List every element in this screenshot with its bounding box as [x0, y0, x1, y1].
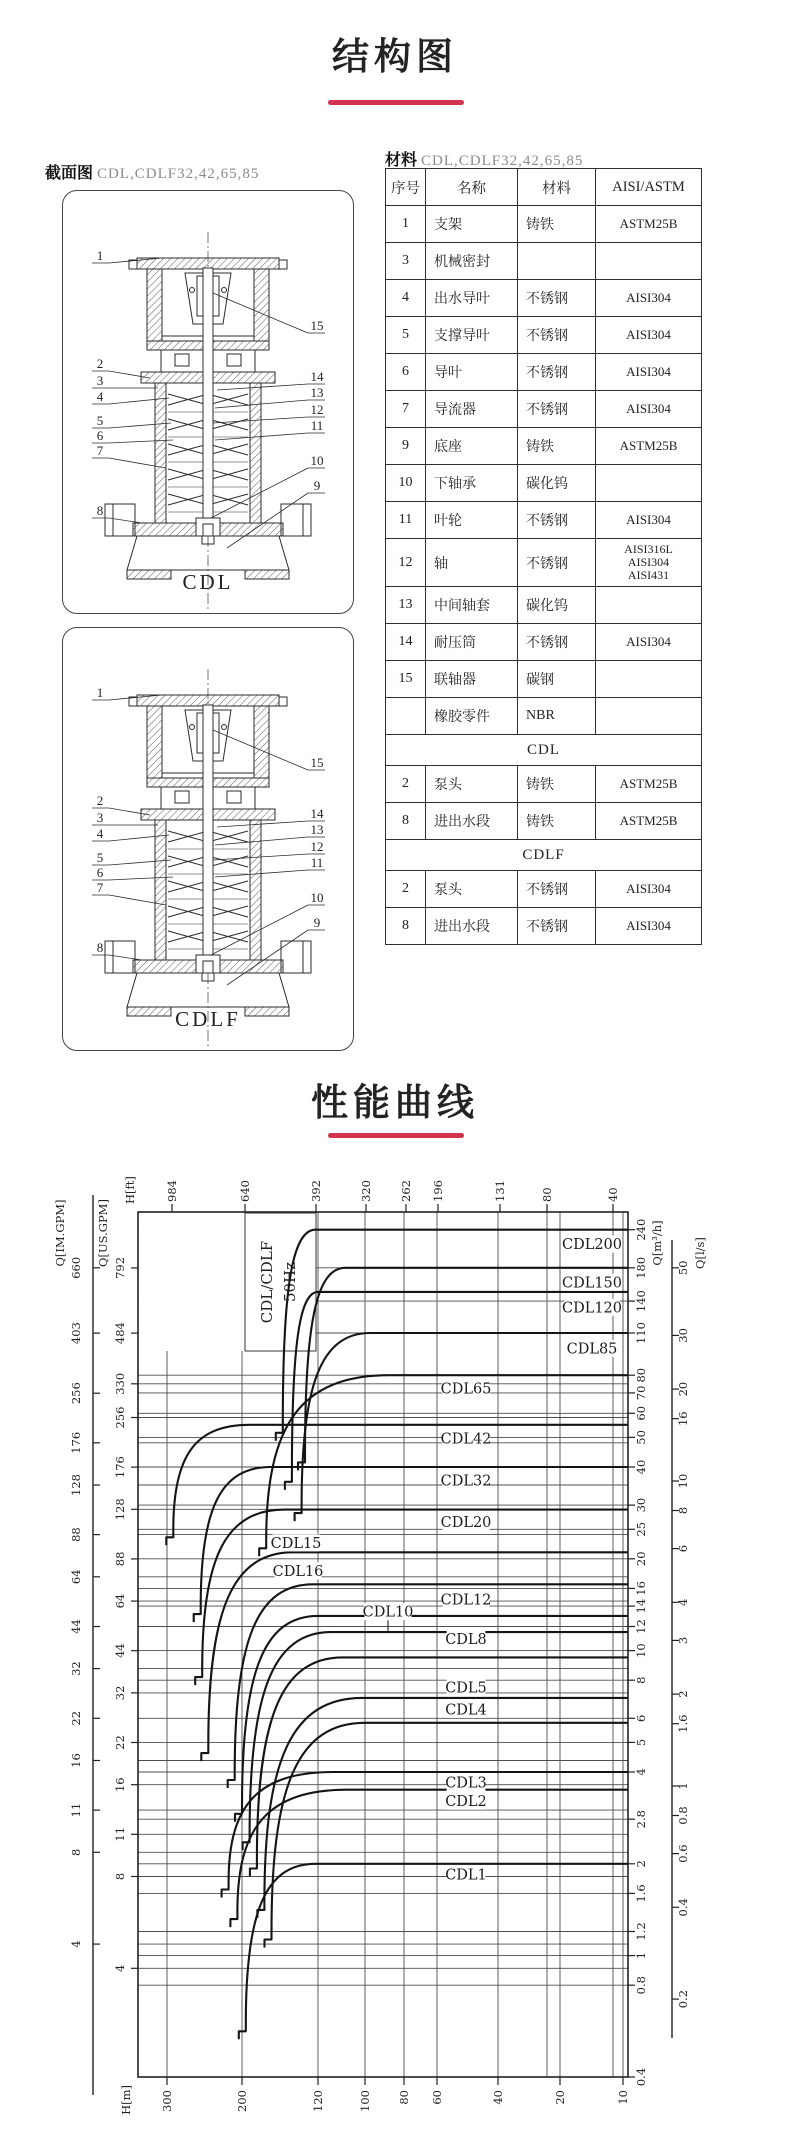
cell-material: 不锈钢	[518, 624, 596, 661]
table-row	[386, 661, 702, 698]
tick-label: 176	[113, 1456, 127, 1479]
cell-name: 机械密封	[426, 243, 518, 280]
cell-no: 2	[386, 871, 426, 908]
curve-label-CDL1: CDL1	[445, 1867, 487, 1884]
cross-section-heading-bold: 截面图	[45, 165, 94, 182]
tick-label: 50	[634, 1430, 648, 1445]
column-header: 序号	[386, 169, 426, 206]
cell-name: 进出水段	[426, 908, 518, 945]
curve-CDL8	[250, 1657, 628, 1876]
column-header: 材料	[518, 169, 596, 206]
cell-material: 不锈钢	[518, 871, 596, 908]
cell-no: 9	[386, 428, 426, 465]
tick-label: 196	[431, 1180, 445, 1202]
tick-label: 11	[69, 1802, 83, 1818]
callout-number: 4	[96, 826, 104, 841]
tick-label: 180	[634, 1256, 648, 1279]
curve-label-CDL3: CDL3	[445, 1775, 487, 1792]
cell-material: 不锈钢	[518, 539, 596, 587]
table-row	[386, 317, 702, 354]
cell-no: 5	[386, 317, 426, 354]
tick-label: 403	[69, 1322, 83, 1345]
cell-aisi	[596, 539, 702, 587]
tick-label: 8	[113, 1872, 127, 1881]
cell-no: 14	[386, 624, 426, 661]
callout-number: 9	[313, 478, 321, 493]
tick-label: 0.2	[676, 1989, 690, 2009]
cross-section-heading-models: CDL,CDLF32,42,65,85	[97, 166, 260, 182]
table-row	[386, 698, 702, 735]
tick-label: 88	[69, 1527, 83, 1542]
pump-drawing	[105, 669, 311, 1047]
callout-number: 3	[96, 810, 104, 825]
tick-label: 4	[113, 1964, 127, 1972]
cell-aisi: AISI304	[596, 624, 702, 661]
chart-title: CDL/CDLF	[258, 1240, 276, 1324]
cell-name: 轴	[426, 539, 518, 587]
tick-label: 32	[69, 1661, 83, 1676]
tick-label: 200	[235, 2090, 249, 2112]
tick-label: 12	[634, 1619, 648, 1634]
table-row	[386, 280, 702, 317]
cell-aisi	[596, 243, 702, 280]
tick-label: 64	[69, 1569, 83, 1585]
cell-name: 支架	[426, 206, 518, 243]
tick-label: 792	[113, 1256, 127, 1279]
tick-label: 4	[634, 1768, 648, 1776]
tick-label: 0.4	[676, 1898, 690, 1917]
cell-no: 12	[386, 539, 426, 587]
cell-aisi: ASTM25B	[596, 766, 702, 803]
cell-material	[518, 243, 596, 280]
table-row	[386, 539, 702, 587]
tick-label: 110	[634, 1322, 648, 1344]
curve-label-CDL150: CDL150	[561, 1275, 623, 1292]
cell-aisi	[596, 661, 702, 698]
tick-label: 80	[540, 1187, 554, 1202]
table-row	[386, 587, 702, 624]
callout-number: 13	[310, 385, 324, 400]
tick-label: 0.6	[676, 1844, 690, 1863]
axis-label-h-ft: H[ft]	[123, 1176, 137, 1204]
callout-number: 7	[96, 443, 104, 458]
callout-number: 1	[96, 248, 104, 263]
curve-CDL4	[265, 1723, 629, 1948]
tick-label: 120	[311, 2090, 325, 2112]
curve-label-CDL5: CDL5	[445, 1680, 487, 1697]
title-underline	[328, 100, 464, 105]
tick-label: 60	[634, 1405, 648, 1421]
tick-label: 2.8	[634, 1810, 648, 1829]
callout-number: 6	[96, 428, 104, 443]
cell-name: 导流器	[426, 391, 518, 428]
callout-number: 7	[96, 880, 104, 895]
cell-no: 4	[386, 280, 426, 317]
tick-label: 320	[359, 1180, 373, 1202]
cell-aisi: AISI304	[596, 502, 702, 539]
pump-cross-section-drawings	[62, 190, 354, 1051]
table-row	[386, 391, 702, 428]
table-row	[386, 206, 702, 243]
callout-number: 10	[310, 890, 324, 905]
materials-heading-models: CDL,CDLF32,42,65,85	[421, 153, 584, 169]
cell-name: 中间轴套	[426, 587, 518, 624]
curve-label-CDL65: CDL65	[440, 1381, 492, 1398]
tick-label: 32	[113, 1685, 127, 1701]
tick-label: 10	[616, 2090, 630, 2105]
table-row	[386, 908, 702, 945]
table-header-row	[386, 169, 702, 206]
tick-label: 60	[430, 2090, 444, 2105]
cell-name: 导叶	[426, 354, 518, 391]
callout-number: 3	[96, 373, 104, 388]
cell-no: 2	[386, 766, 426, 803]
tick-label: 300	[160, 2090, 174, 2112]
cell-name: 支撑导叶	[426, 317, 518, 354]
curve-label-CDL4: CDL4	[445, 1702, 487, 1719]
cell-aisi: AISI304	[596, 280, 702, 317]
tick-label: 330	[113, 1372, 127, 1395]
cell-material: 铸铁	[518, 803, 596, 840]
tick-label: 8	[634, 1676, 648, 1684]
callout-number: 12	[310, 402, 324, 417]
tick-label: 100	[358, 2090, 372, 2112]
axis-label-q-ls: Q[l/s]	[693, 1237, 707, 1269]
cell-aisi: AISI304	[596, 354, 702, 391]
tick-label: 10	[676, 1473, 690, 1489]
tick-label: 0.8	[634, 1976, 648, 1995]
cell-material: 碳化钨	[518, 465, 596, 502]
table-row	[386, 428, 702, 465]
callout-number: 12	[310, 839, 324, 854]
performance-chart	[0, 1148, 790, 2136]
curve-label-CDL20: CDL20	[440, 1515, 492, 1532]
cell-name: 下轴承	[426, 465, 518, 502]
callout-number: 13	[310, 822, 324, 837]
tick-label: 128	[69, 1474, 83, 1496]
cell-no: 11	[386, 502, 426, 539]
table-group-row	[386, 735, 702, 766]
callout-number: 11	[310, 855, 324, 870]
callout-number: 2	[96, 356, 104, 371]
tick-label: 640	[238, 1180, 252, 1202]
materials-heading-bold: 材料	[385, 152, 418, 169]
table-row	[386, 766, 702, 803]
tick-label: 30	[676, 1328, 690, 1343]
tick-label: 2	[676, 1690, 690, 1698]
cell-no: 3	[386, 243, 426, 280]
tick-label: 64	[113, 1593, 127, 1609]
tick-label: 70	[634, 1385, 648, 1401]
curve-label-CDL15: CDL15	[270, 1535, 322, 1552]
cross-section-heading	[45, 160, 259, 183]
structure-section-title: 结构图	[332, 36, 458, 77]
callout-number: 14	[310, 369, 324, 384]
cell-aisi: ASTM25B	[596, 428, 702, 465]
tick-label: 22	[113, 1735, 127, 1750]
tick-label: 6	[676, 1544, 690, 1553]
curve-label-CDL42: CDL42	[440, 1431, 492, 1448]
tick-label: 0.8	[676, 1806, 690, 1825]
tick-label: 1.2	[634, 1922, 648, 1941]
tick-label: 11	[113, 1826, 127, 1842]
curve-label-CDL8: CDL8	[445, 1631, 487, 1648]
tick-label: 20	[676, 1381, 690, 1397]
chart-root	[53, 1176, 707, 2115]
title-underline-2	[328, 1133, 464, 1138]
tick-label: 131	[493, 1180, 507, 1202]
cell-material: 不锈钢	[518, 280, 596, 317]
callout-number: 6	[96, 865, 104, 880]
cell-no	[386, 698, 426, 735]
tick-label: 8	[69, 1848, 83, 1856]
cell-name: 橡胶零件	[426, 698, 518, 735]
callout-number: 10	[310, 453, 324, 468]
tick-label: 40	[491, 2090, 505, 2105]
cell-material: 铸铁	[518, 766, 596, 803]
tick-label: 16	[69, 1753, 83, 1768]
cell-aisi: AISI304	[596, 871, 702, 908]
pump-drawing	[105, 232, 311, 610]
tick-label: 3	[676, 1636, 690, 1645]
tick-label: 484	[113, 1322, 127, 1345]
table-group-row	[386, 840, 702, 871]
tick-label: 984	[165, 1180, 179, 1202]
cell-aisi: AISI316L AISI304 AISI431	[624, 542, 673, 582]
chart-subtitle: 50Hz	[281, 1261, 299, 1303]
tick-label: 88	[113, 1551, 127, 1567]
table-row	[386, 354, 702, 391]
cell-material: 碳化钨	[518, 587, 596, 624]
figure-caption-cdl: CDL	[182, 570, 234, 594]
tick-label: 6	[634, 1714, 648, 1722]
table-row	[386, 803, 702, 840]
curve-CDL1	[239, 1864, 628, 2040]
callout-number: 11	[310, 418, 324, 433]
callout-number: 8	[96, 940, 104, 955]
materials-heading	[385, 147, 583, 170]
curve-label-CDL200: CDL200	[561, 1237, 623, 1254]
cell-no: 7	[386, 391, 426, 428]
tick-label: 8	[676, 1506, 690, 1515]
cell-no: 15	[386, 661, 426, 698]
table-row	[386, 502, 702, 539]
curve-CDL200	[276, 1230, 628, 1441]
cell-material: 铸铁	[518, 206, 596, 243]
cell-material: 不锈钢	[518, 502, 596, 539]
tick-label: 0.4	[634, 2067, 648, 2087]
tick-label: 14	[634, 1598, 648, 1614]
cell-name: 泵头	[426, 766, 518, 803]
cell-aisi	[596, 698, 702, 735]
tick-label: 262	[399, 1180, 413, 1202]
tick-label: 80	[634, 1367, 648, 1383]
tick-label: 16	[634, 1581, 648, 1596]
cell-name: 耐压筒	[426, 624, 518, 661]
group-label: CDL	[386, 735, 702, 766]
curve-label-CDL10: CDL10	[362, 1604, 414, 1621]
performance-section-title: 性能曲线	[311, 1082, 479, 1123]
group-label: CDLF	[386, 840, 702, 871]
axis-label-q-usgpm: Q[US.GPM]	[96, 1199, 110, 1267]
tick-label: 30	[634, 1497, 648, 1513]
callout-number: 15	[310, 755, 324, 770]
cell-aisi	[596, 587, 702, 624]
table-row	[386, 243, 702, 280]
cell-name: 出水导叶	[426, 280, 518, 317]
callout-number: 8	[96, 503, 104, 518]
tick-label: 25	[634, 1521, 648, 1537]
column-header: 名称	[426, 169, 518, 206]
callout-number: 5	[96, 850, 104, 865]
tick-label: 392	[309, 1180, 323, 1202]
callout-number: 5	[96, 413, 104, 428]
curve-label-CDL120: CDL120	[561, 1300, 623, 1317]
callout-number: 1	[96, 685, 104, 700]
tick-label: 40	[634, 1459, 648, 1475]
curve-label-CDL32: CDL32	[440, 1473, 492, 1490]
tick-label: 240	[634, 1218, 648, 1241]
tick-label: 1	[676, 1782, 690, 1790]
cell-aisi	[596, 465, 702, 502]
tick-label: 44	[113, 1643, 127, 1659]
cell-material: 碳钢	[518, 661, 596, 698]
tick-label: 16	[113, 1777, 127, 1793]
cell-material: 不锈钢	[518, 354, 596, 391]
tick-label: 140	[634, 1290, 648, 1313]
curve-label-CDL16: CDL16	[272, 1563, 324, 1580]
cell-no: 6	[386, 354, 426, 391]
cell-name: 底座	[426, 428, 518, 465]
cell-material: 不锈钢	[518, 317, 596, 354]
callout-number: 15	[310, 318, 324, 333]
cell-aisi: AISI304	[596, 317, 702, 354]
tick-label: 16	[676, 1411, 690, 1427]
tick-label: 22	[69, 1710, 83, 1726]
cell-aisi: ASTM25B	[596, 206, 702, 243]
axis-label-h-m: H[m]	[119, 2085, 133, 2115]
tick-label: 256	[69, 1382, 83, 1405]
curve-label-CDL2: CDL2	[445, 1794, 487, 1811]
axis-label-q-imgpm: Q[IM.GPM]	[53, 1199, 67, 1267]
cell-aisi: AISI304	[596, 908, 702, 945]
tick-label: 4	[676, 1598, 690, 1606]
cell-material: NBR	[518, 698, 596, 735]
tick-label: 20	[553, 2090, 567, 2105]
cell-name: 进出水段	[426, 803, 518, 840]
cell-no: 10	[386, 465, 426, 502]
tick-label: 10	[634, 1643, 648, 1658]
cell-no: 8	[386, 908, 426, 945]
cell-material: 不锈钢	[518, 391, 596, 428]
tick-label: 5	[634, 1738, 648, 1747]
tick-label: 44	[69, 1619, 83, 1634]
cell-material: 铸铁	[518, 428, 596, 465]
callout-number: 2	[96, 793, 104, 808]
cell-name: 泵头	[426, 871, 518, 908]
cell-aisi: AISI304	[596, 391, 702, 428]
curve-CDL10	[243, 1632, 628, 1850]
tick-label: 50	[676, 1260, 690, 1276]
tick-label: 2	[634, 1860, 648, 1868]
curve-label-CDL85: CDL85	[566, 1341, 618, 1358]
tick-label: 660	[69, 1256, 83, 1279]
table-row	[386, 465, 702, 502]
tick-label: 20	[634, 1551, 648, 1567]
cell-no: 8	[386, 803, 426, 840]
cell-no: 13	[386, 587, 426, 624]
cell-aisi: ASTM25B	[596, 803, 702, 840]
materials-table	[385, 168, 702, 945]
curve-CDL5	[257, 1698, 628, 1918]
cell-no: 1	[386, 206, 426, 243]
tick-label: 1.6	[676, 1714, 690, 1733]
tick-label: 128	[113, 1498, 127, 1521]
tick-label: 1	[634, 1951, 648, 1960]
table-row	[386, 871, 702, 908]
curve-CDL32	[194, 1467, 628, 1622]
column-header: AISI/ASTM	[596, 169, 702, 206]
curve-CDL85	[295, 1333, 628, 1521]
tick-label: 40	[606, 1187, 620, 1202]
cell-material: 不锈钢	[518, 908, 596, 945]
curve-label-CDL12: CDL12	[440, 1592, 492, 1609]
axis-label-q-m3h: Q[m³/h]	[650, 1220, 664, 1266]
table-row	[386, 624, 702, 661]
callout-number: 4	[96, 389, 104, 404]
cell-name: 叶轮	[426, 502, 518, 539]
cell-name: 联轴器	[426, 661, 518, 698]
tick-label: 256	[113, 1406, 127, 1429]
tick-label: 4	[69, 1940, 83, 1948]
tick-label: 1.6	[634, 1884, 648, 1903]
curve-CDL12	[235, 1616, 628, 1822]
callout-number: 9	[313, 915, 321, 930]
tick-label: 80	[397, 2090, 411, 2105]
callout-number: 14	[310, 806, 324, 821]
figure-caption-cdlf: CDLF	[175, 1007, 241, 1031]
tick-label: 176	[69, 1431, 83, 1454]
